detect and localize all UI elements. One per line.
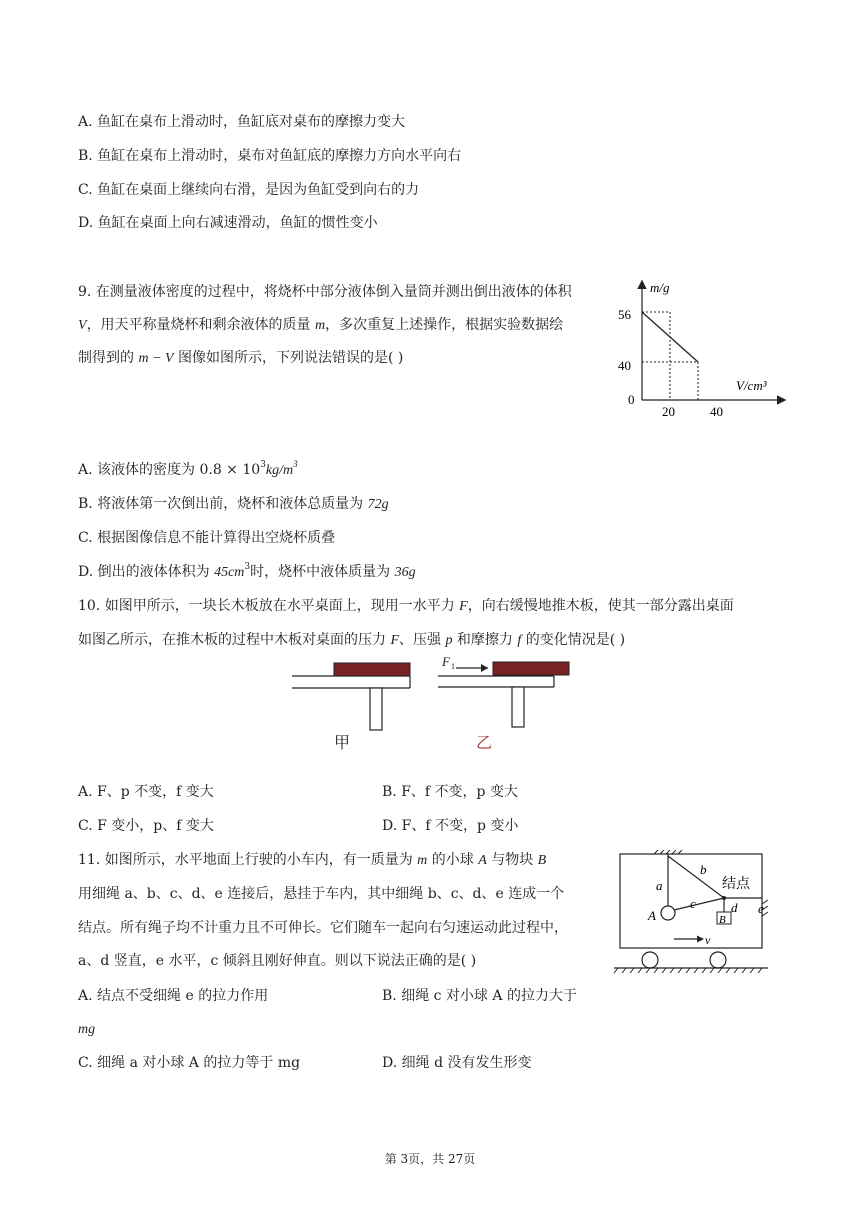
- q11-option-b-cont: mg: [78, 1022, 96, 1037]
- x-tick-20: 20: [662, 404, 675, 419]
- force-subscript: 1: [451, 662, 455, 671]
- ball-a: [661, 906, 675, 920]
- q10-text: 和摩擦力: [452, 632, 518, 648]
- var-v: V: [78, 318, 87, 333]
- origin-label: 0: [628, 392, 635, 407]
- q11-text: 与物块: [486, 852, 538, 868]
- var: f: [517, 633, 522, 648]
- q9-option-d: [78, 562, 416, 583]
- label-jia: 甲: [334, 735, 351, 752]
- q9-text: 时，烧杯中液体质量为: [250, 564, 395, 580]
- q9-text: A. 该液体的密度为: [78, 462, 200, 478]
- y-axis-label: m/g: [650, 280, 670, 295]
- q8-option-b: B. 鱼缸在桌布上滑动时，桌布对鱼缸底的摩擦力方向水平向右: [78, 148, 462, 164]
- figure-yi: [438, 654, 569, 752]
- q9-text: B. 将液体第一次倒出前，烧杯和液体总质量为: [78, 496, 368, 512]
- q11-option-c: C. 细绳 a 对小球 A 的拉力等于 mg: [78, 1055, 301, 1071]
- q11-stem-line4: a、d 竖直，e 水平，c 倾斜且刚好伸直。则以下说法正确的是( ): [78, 953, 477, 969]
- var: B: [537, 853, 547, 868]
- figure-jia: [292, 663, 410, 752]
- rope-label-e: e: [758, 901, 764, 916]
- table-leg: [370, 688, 382, 730]
- q10-option-d: D. F、f 不变，p 变小: [382, 818, 519, 834]
- q9-text: 制得到的: [78, 350, 139, 366]
- q10-stem-line1: [78, 596, 734, 617]
- var-f: F: [459, 599, 468, 614]
- q9-exp: 3: [260, 460, 266, 471]
- q11-stem-line1: [78, 850, 546, 871]
- wooden-board: [493, 662, 569, 675]
- q9-text: D. 倒出的液体体积为: [78, 564, 215, 580]
- q9-option-c: C. 根据图像信息不能计算得出空烧杯质叠: [78, 530, 336, 546]
- x-axis-label: V/cm³: [736, 378, 767, 393]
- block-label: B: [719, 914, 726, 926]
- q11-stem-line2: 用细绳 a、b、c、d、e 连接后，悬挂于车内，其中细绳 b、c、d、e 连成一个: [78, 886, 565, 902]
- q10-option-a: A. F、p 不变，f 变大: [78, 784, 214, 800]
- q9-stem-line3: [78, 348, 403, 369]
- rope-label-a: a: [656, 878, 663, 893]
- q11-option-b: B. 细绳 c 对小球 A 的拉力大于: [382, 988, 577, 1004]
- table-leg: [512, 687, 524, 727]
- graph-marks: [642, 312, 698, 400]
- q10-text: 10. 如图甲所示，一块长木板放在水平桌面上，现用一水平力: [78, 598, 460, 614]
- q8-option-c: C. 鱼缸在桌面上继续向右滑，是因为鱼缸受到向右的力: [78, 182, 420, 198]
- q9-text: 图像如图所示，下列说法错误的是( ): [173, 350, 404, 366]
- wooden-board: [334, 663, 410, 676]
- q9-unit: kg/m: [265, 463, 294, 478]
- q9-text: ，用天平称量烧杯和剩余液体的质量: [86, 317, 316, 333]
- x-tick-40: 40: [710, 404, 723, 419]
- wheel-right: [710, 952, 726, 968]
- knot-point: [722, 896, 726, 900]
- q8-option-d: D. 鱼缸在桌面上向右减速滑动，鱼缸的惯性变小: [78, 215, 378, 231]
- force-label: F: [442, 654, 450, 669]
- label-yi: 乙: [476, 735, 493, 752]
- rope-label-c: c: [690, 896, 696, 911]
- q11-option-d: D. 细绳 d 没有发生形变: [382, 1055, 532, 1071]
- y-tick-56: 56: [618, 307, 631, 322]
- q10-text: 如图乙所示，在推木板的过程中木板对桌面的压力: [78, 632, 391, 648]
- velocity-label: v: [705, 933, 711, 947]
- q9-stem-line1: 9. 在测量液体密度的过程中，将烧杯中部分液体倒入量筒并测出倒出液体的体积: [78, 284, 572, 300]
- ball-label: A: [648, 908, 656, 923]
- q11-text: 11. 如图所示，水平地面上行驶的小车内，有一质量为: [78, 852, 418, 868]
- q8-option-a: A. 鱼缸在桌布上滑动时，鱼缸底对桌布的摩擦力变大: [78, 114, 406, 130]
- q9-value: 45cm: [214, 565, 245, 580]
- var: m: [417, 853, 428, 868]
- q11-stem-line3: 结点。所有绳子均不计重力且不可伸长。它们随车一起向右匀速运动此过程中，: [78, 920, 568, 936]
- q9-text: ，多次重复上述操作，根据实验数据绘: [325, 317, 564, 333]
- q9-exp: 3: [244, 562, 251, 573]
- rope-label-b: b: [700, 862, 707, 877]
- wheel-left: [642, 952, 658, 968]
- q9-option-b: [78, 494, 389, 515]
- knot-label: 结点: [722, 877, 750, 892]
- q9-value: 72g: [367, 497, 389, 512]
- ground-hatch: [614, 968, 762, 973]
- m-v-graph: [612, 276, 792, 422]
- q10-text: ，向右缓慢地推木板，使其一部分露出桌面: [467, 598, 734, 614]
- cart-figure: [612, 850, 772, 976]
- q9-exp: 3: [293, 459, 298, 470]
- q10-stem-line2: [78, 630, 625, 651]
- q11-text: 的小球: [427, 852, 479, 868]
- q9-stem-line2: [78, 315, 563, 336]
- q9-expr: m − V: [138, 351, 174, 366]
- q9-value: 0.8 × 10: [199, 462, 261, 478]
- q10-option-b: B. F、f 不变，p 变大: [382, 784, 518, 800]
- q10-text: 、压强: [399, 632, 446, 648]
- board-figure: [290, 654, 580, 758]
- var-m: m: [315, 318, 326, 333]
- q11-option-a: A. 结点不受细绳 e 的拉力作用: [78, 988, 269, 1004]
- y-tick-40: 40: [618, 358, 631, 373]
- q10-text: 的变化情况是( ): [521, 632, 626, 648]
- q9-option-a: [78, 460, 298, 481]
- var: A: [478, 853, 487, 868]
- page-footer: 第 3页，共 27页: [384, 1152, 476, 1166]
- var: F: [390, 633, 400, 648]
- q10-option-c: C. F 变小，p、f 变大: [78, 818, 214, 834]
- var: p: [445, 633, 453, 648]
- rope-label-d: d: [731, 900, 738, 915]
- q9-value: 36g: [394, 565, 416, 580]
